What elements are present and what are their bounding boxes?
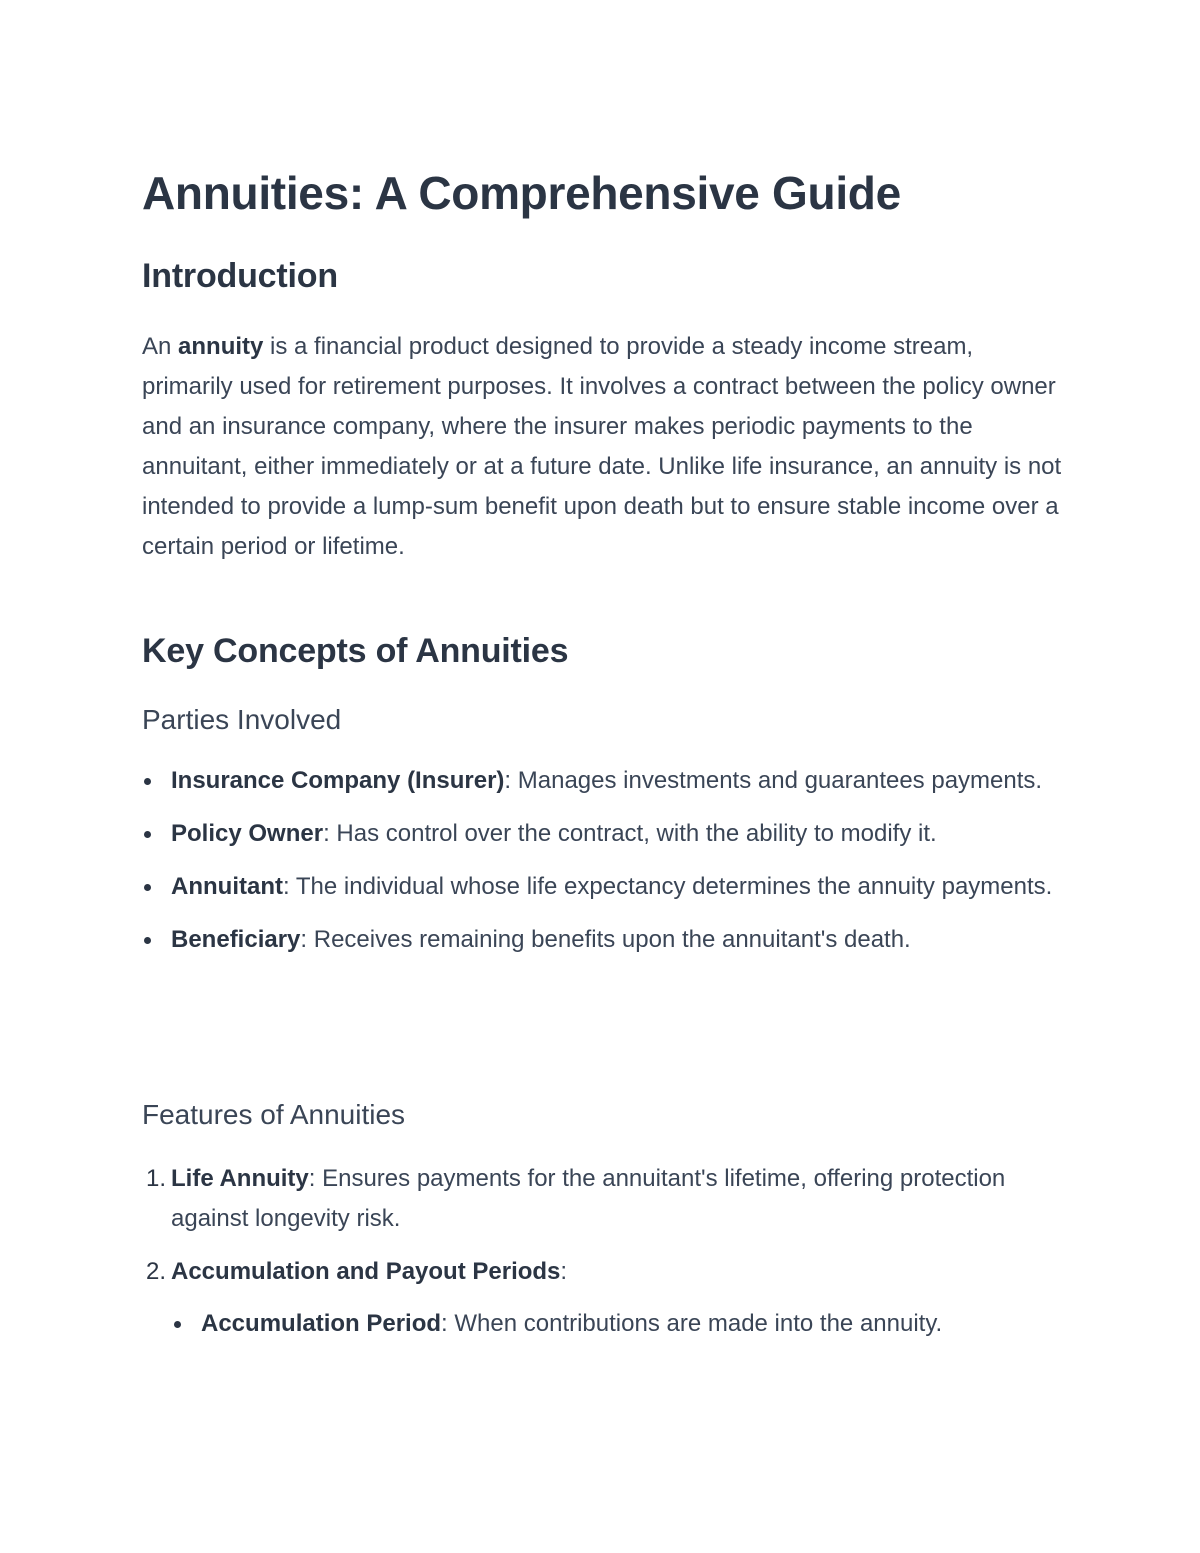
list-item [142,867,1072,907]
section-heading-key-concepts: Key Concepts of Annuities [142,632,569,670]
intro-term: annuity [178,333,264,360]
list-item-term: Accumulation Period [201,1310,442,1337]
list-item-desc: : Has control over the contract, with the ability to modify it. [323,820,937,847]
features-list [142,1159,1072,1292]
list-item-desc: : Manages investments and guarantees payments. [504,767,1043,794]
list-item-term: Accumulation and Payout Periods [171,1258,561,1285]
list-item-term: Policy Owner [171,820,324,847]
list-item-desc: : Receives remaining benefits upon the annuitant's death. [300,926,911,953]
list-item-desc: : The individual whose life expectancy determines the annuity payments. [282,873,1053,900]
list-item [142,761,1072,801]
list-item [142,1159,1072,1239]
list-item-desc: : Ensures payments for the annuitant's lifetime, offering protection against longevity risk. [171,1165,1006,1232]
list-item-desc: : When contributions are made into the annuity. [441,1310,943,1337]
list-item-number: 1. [146,1165,167,1192]
list-item [142,814,1072,854]
list-item-term: Annuitant [171,873,283,900]
list-item-desc: : [560,1258,568,1285]
subsection-heading-features: Features of Annuities [142,1099,406,1130]
list-item-number: 2. [146,1258,167,1285]
list-item [142,1252,1072,1292]
parties-list [142,761,1072,960]
page-title: Annuities: A Comprehensive Guide [142,167,901,219]
subsection-heading-parties: Parties Involved [142,704,342,735]
intro-paragraph [142,327,1062,567]
list-item-term: Insurance Company (Insurer) [171,767,505,794]
list-item-term: Beneficiary [171,926,301,953]
periods-sublist [172,1304,1072,1344]
section-heading-introduction: Introduction [142,257,338,295]
list-item-term: Life Annuity [171,1165,309,1192]
intro-text-before: An [142,333,179,360]
list-item [172,1304,1072,1344]
intro-text-after: is a financial product designed to provide a steady income stream, primarily used for retirement purposes. It involves a contract between the policy owner and an insurance company, where the insurer makes periodic payments to the annuitant, either immediately or at a future date. Unlike life insurance, an annuity is not intended to provide a lump-sum benefit upon death but to ensure stable income over a certain period or lifetime. [142,333,1062,560]
list-item [142,920,1072,960]
